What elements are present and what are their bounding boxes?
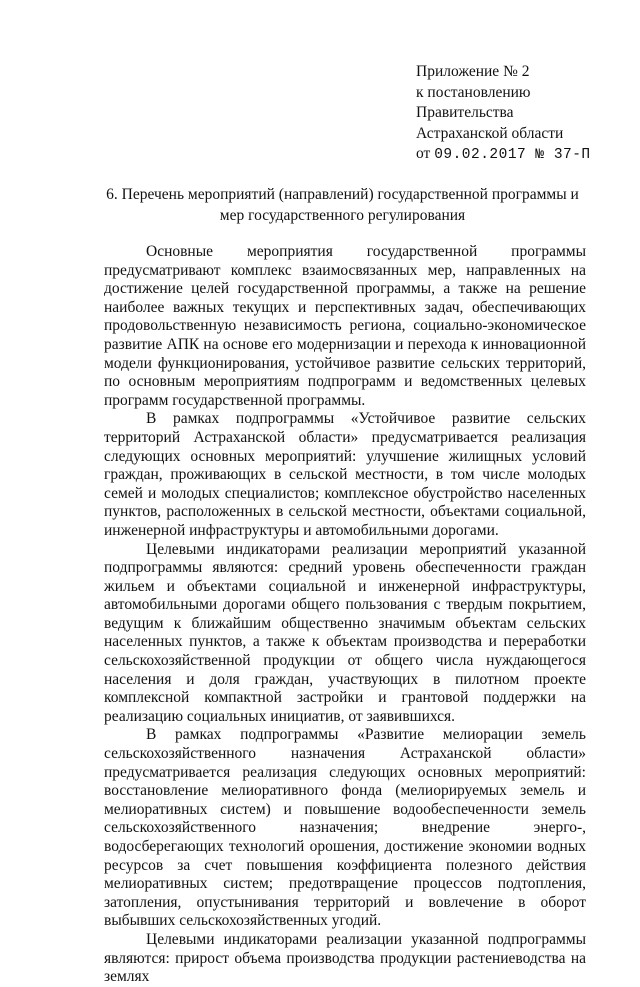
paragraph: Основные мероприятия государственной программы предусматривают комплекс взаимосвязанных мер, направленных на достижение целей государственной программы, а также на решение наиболее важных текущих и перспективных задач, обеспечивающих продовольственную независимость региона, социально-экономическое развитие АПК на основе его модернизации и перехода к инновационной модели функционирования, устойчивое развитие сельских территорий, по основным мероприятиям подпрограмм и ведомственных целевых программ государственной программы.	[104, 243, 586, 409]
paragraph: Целевыми индикаторами реализации мероприятий указанной подпрограммы являются: средний уровень обеспеченности граждан жильем и объектами социальной и инженерной инфраструктуры, автомобильными дорогами общего пользования с твердым покрытием, ведущим к ближайшим общественно значимым объектам сельских населенных пунктов, а также к объектам производства и переработки сельскохозяйственной продукции от общего числа нуждающегося населения и доля граждан, участвующих в пилотном проекте комплексной компактной застройки и грантовой поддержки на реализацию социальных инициатив, от заявившихся.	[104, 540, 586, 725]
document-body	[104, 243, 586, 987]
section-title: 6. Перечень мероприятий (направлений) государственной программы и мер государственного регулирования	[106, 186, 579, 224]
appendix-date-line	[416, 144, 591, 166]
paragraph: В рамках подпрограммы «Развитие мелиорации земель сельскохозяйственного назначения Астраханской области» предусматривается реализация следующих основных мероприятий: восстановление мелиоративного фонда (мелиорируемых земель и мелиоративных систем) и повышение водообеспеченности земель сельскохозяйственного назначения; внедрение энерго-, водосберегающих технологий орошения, достижение экономии водных ресурсов за счет повышения коэффициента полезного действия мелиоративных систем; предотвращение процессов подтопления, затопления, опустынивания территорий и вовлечение в оборот выбывших сельскохозяйственных угодий.	[104, 726, 586, 930]
appendix-line-1: Приложение № 2	[416, 63, 530, 80]
date-prefix: от	[416, 145, 431, 162]
appendix-line-2: к постановлению	[416, 83, 531, 101]
paragraph: В рамках подпрограммы «Устойчивое развитие сельских территорий Астраханской области» предусматривается реализация следующих основных мероприятий: улучшение жилищных условий граждан, проживающих в сельской местности, в том числе молодых семей и молодых специалистов; комплексное обустройство населенных пунктов, расположенных в сельской местности, объектами социальной, инженерной инфраструктуры и автомобильными дорогами.	[104, 410, 586, 539]
date-value: 09.02.2017 № 37-П	[434, 147, 591, 163]
appendix-line-4: Астраханской области	[416, 124, 564, 142]
appendix-line-3: Правительства	[416, 104, 514, 121]
appendix-header	[416, 62, 591, 166]
paragraph: Целевыми индикаторами реализации указанной подпрограммы являются: прирост объема производства продукции растениеводства на землях	[104, 930, 586, 986]
